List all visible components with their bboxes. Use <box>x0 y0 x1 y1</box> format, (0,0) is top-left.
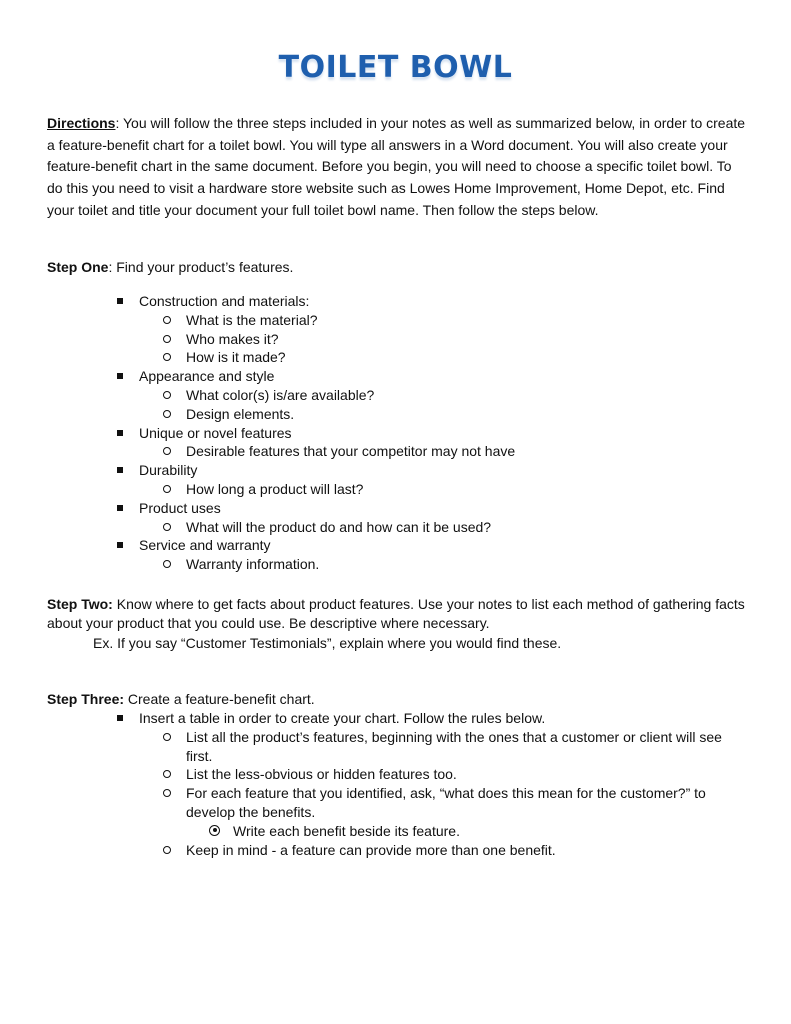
list-item: Product uses <box>117 499 737 518</box>
list-item: How long a product will last? <box>117 480 737 499</box>
radio-bullet-icon <box>209 825 220 836</box>
list-item: List all the product’s features, beginning with the ones that a customer or client will see first. <box>117 728 747 766</box>
list-item: What will the product do and how can it be used? <box>117 518 737 537</box>
list-item: What color(s) is/are available? <box>117 386 737 405</box>
step-three-label: Step Three: <box>47 691 125 707</box>
circle-bullet-icon <box>163 733 171 741</box>
directions-label: Directions <box>47 115 116 131</box>
circle-bullet-icon <box>163 391 171 399</box>
list-item: Warranty information. <box>117 555 737 574</box>
step-two-example: Ex. If you say “Customer Testimonials”, explain where you would find these. <box>93 635 562 651</box>
list-item: What is the material? <box>117 311 737 330</box>
circle-bullet-icon <box>163 846 171 854</box>
step-one-text: : Find your product’s features. <box>108 259 294 275</box>
list-item: Keep in mind - a feature can provide more than one benefit. <box>117 841 747 860</box>
list-item: Unique or novel features <box>117 424 737 443</box>
circle-bullet-icon <box>163 770 171 778</box>
document-title: TOILET BOWL <box>278 50 513 85</box>
square-bullet-icon <box>117 505 123 511</box>
directions-paragraph <box>47 113 747 222</box>
circle-bullet-icon <box>163 353 171 361</box>
circle-bullet-icon <box>163 560 171 568</box>
step-three-heading <box>47 689 747 711</box>
list-item: Who makes it? <box>117 330 737 349</box>
step-one-list <box>117 292 737 574</box>
step-two-label: Step Two: <box>47 596 113 612</box>
directions-text: : You will follow the three steps included in your notes as well as summarized below, in order to create a feature-benefit chart for a toilet bowl. You will type all answers in a Word document. You will also create your feature-benefit chart in the same document. Before you begin, you will need to choose a specific toilet bowl. To do this you need to visit a hardware store website such as Lowes Home Improvement, Home Depot, etc. Find your toilet and title your document your full toilet bowl name. Then follow the steps below. <box>47 115 746 218</box>
step-one-label: Step One <box>47 259 109 275</box>
square-bullet-icon <box>117 467 123 473</box>
circle-bullet-icon <box>163 447 171 455</box>
list-item: Desirable features that your competitor may not have <box>117 442 737 461</box>
circle-bullet-icon <box>163 789 171 797</box>
circle-bullet-icon <box>163 335 171 343</box>
circle-bullet-icon <box>163 316 171 324</box>
step-three-text: Create a feature-benefit chart. <box>124 691 315 707</box>
square-bullet-icon <box>117 715 123 721</box>
list-item: Service and warranty <box>117 536 737 555</box>
list-item: Insert a table in order to create your chart. Follow the rules below. <box>117 709 747 728</box>
square-bullet-icon <box>117 298 123 304</box>
list-item: Write each benefit beside its feature. <box>117 822 747 841</box>
circle-bullet-icon <box>163 523 171 531</box>
step-two-text: Know where to get facts about product features. Use your notes to list each method of gathering facts about your product that you could use. Be descriptive where necessary. <box>47 596 745 631</box>
list-item: Design elements. <box>117 405 737 424</box>
step-three-list <box>117 709 747 859</box>
step-two-paragraph <box>47 595 747 632</box>
circle-bullet-icon <box>163 410 171 418</box>
square-bullet-icon <box>117 542 123 548</box>
list-item: Appearance and style <box>117 367 737 386</box>
list-item: For each feature that you identified, ask, “what does this mean for the customer?” to develop the benefits. <box>117 784 747 822</box>
list-item: Durability <box>117 461 737 480</box>
square-bullet-icon <box>117 373 123 379</box>
list-item: List the less-obvious or hidden features too. <box>117 765 747 784</box>
list-item: Construction and materials: <box>117 292 737 311</box>
list-item: How is it made? <box>117 348 737 367</box>
square-bullet-icon <box>117 430 123 436</box>
step-one-heading <box>47 257 747 279</box>
circle-bullet-icon <box>163 485 171 493</box>
